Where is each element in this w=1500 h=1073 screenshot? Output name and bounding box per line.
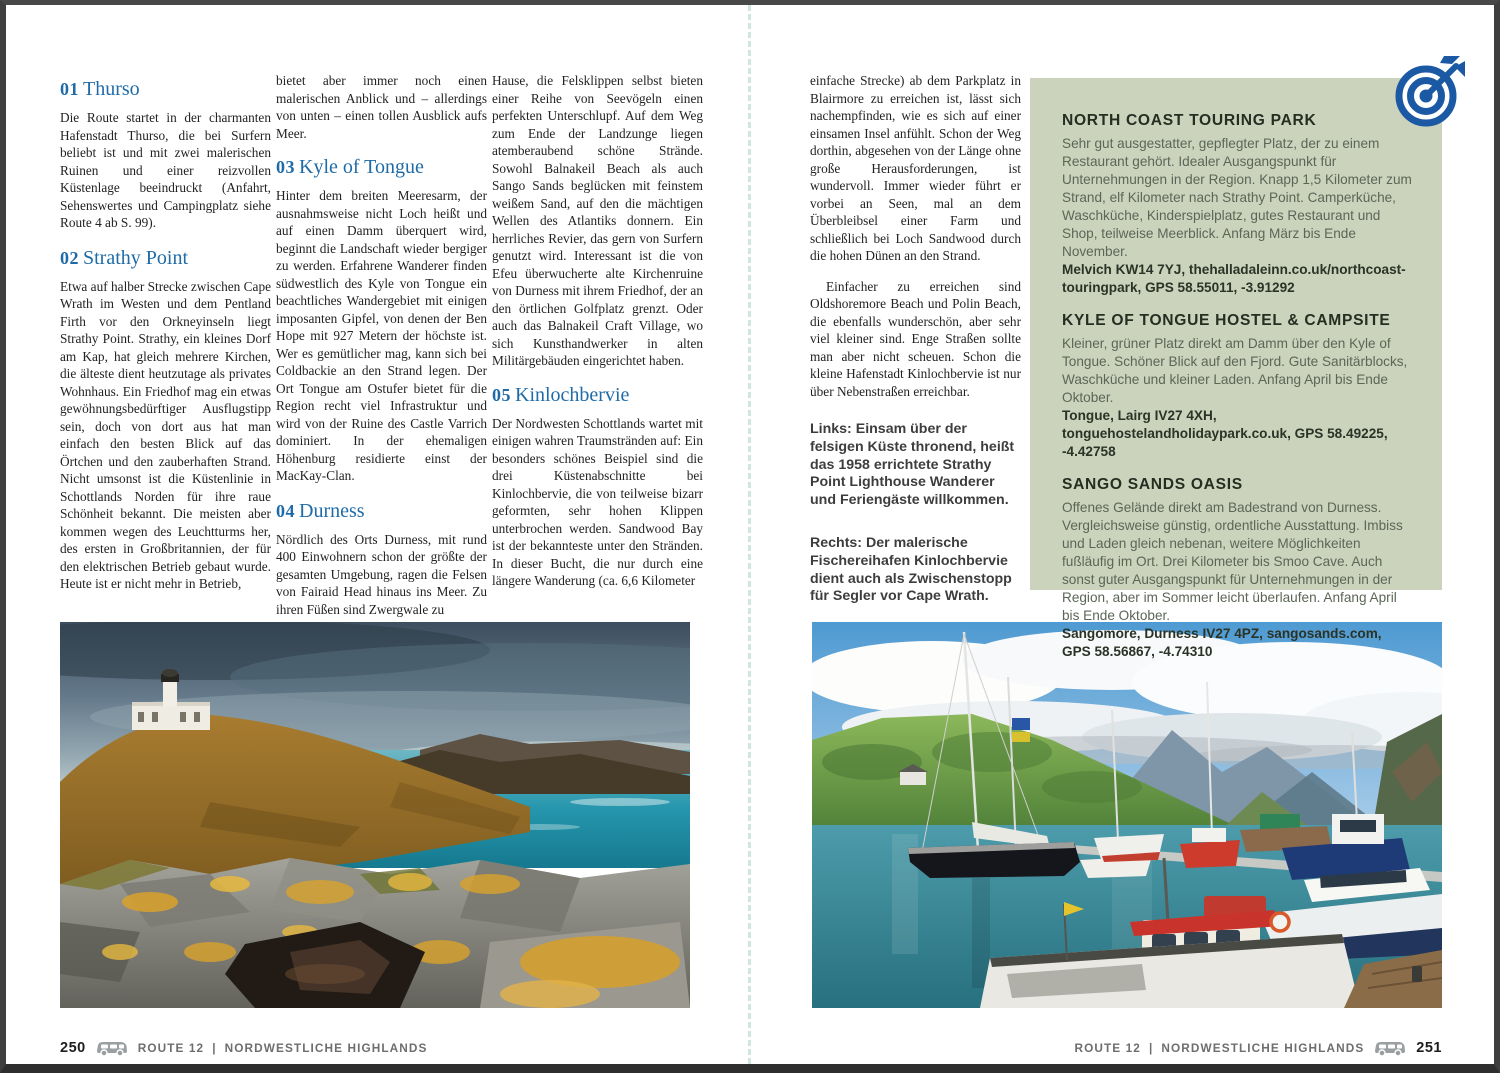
right-page-column-1 bbox=[810, 72, 1021, 413]
section-number: 01 bbox=[60, 79, 79, 99]
camper-van-icon bbox=[95, 1040, 129, 1057]
caption-label: Rechts: bbox=[810, 534, 863, 551]
section-title: Kinlochbervie bbox=[515, 383, 630, 406]
harbour-boats-photo bbox=[812, 622, 1442, 1008]
section-number: 05 bbox=[492, 384, 511, 405]
section-number: 04 bbox=[276, 500, 295, 521]
campsite-title: NORTH COAST TOURING PARK bbox=[1062, 112, 1317, 129]
campsite-contact: Melvich KW14 7YJ, thehalladaleinn.co.uk/northcoast-touringpark, GPS 58.55011, -3.91292 bbox=[1062, 262, 1406, 295]
footer-route-title bbox=[1074, 1041, 1364, 1055]
body-paragraph: bietet aber immer noch einen malerischen Anblick und – allerdings von unten – einen tollen Ausblick aufs Meer. bbox=[276, 73, 487, 141]
section-heading-thurso bbox=[60, 78, 271, 100]
page-number: 250 bbox=[60, 1040, 86, 1056]
footer-route-title bbox=[138, 1041, 428, 1055]
right-page-footer bbox=[1074, 1037, 1442, 1059]
campsite-title: KYLE OF TONGUE HOSTEL & CAMPSITE bbox=[1062, 312, 1391, 329]
section-heading-kinlochbervie bbox=[492, 384, 703, 406]
section-heading-kyle-of-tongue bbox=[276, 156, 487, 178]
section-title: Thurso bbox=[83, 78, 140, 100]
campsite-entry-sango-sands bbox=[1062, 476, 1412, 661]
footer-route: ROUTE 12 bbox=[1074, 1041, 1141, 1055]
section-title: Durness bbox=[299, 499, 365, 522]
lighthouse-coast-photo bbox=[60, 622, 690, 1008]
caption-text: Einsam über der felsigen Küste thronend, heißt das 1958 errichtete Strathy Point Lighthouse Wanderer und Feriengäste willkommen. bbox=[810, 421, 1015, 509]
body-paragraph: Hinter dem breiten Meeresarm, der ausnahmsweise nicht Loch heißt und auf einen Damm überquert wird, beginnt die Landschaft wieder bergiger zu werden. Erfahrene Wanderer finden südwestlich des Kyle von Tongue ein beachtliches Wandergebiet mit einigen imposanten Gipfel, von denen der Ben Hope mit 927 Metern der höchste ist. Wer es gemütlicher mag, kann sich bei Coldbackie an den Strand legen. Der Ort Tongue am Ostufer bietet für die Region recht viel Infrastruktur und wird von der Ruine des Castle Varrich dominiert. In der ehemaligen Höhenburg residierte einst der MacKay-Clan. bbox=[276, 188, 487, 483]
campsite-entry-kyle-of-tongue bbox=[1062, 312, 1412, 461]
page-number: 251 bbox=[1416, 1040, 1442, 1056]
campsite-description: Kleiner, grüner Platz direkt am Damm über den Kyle of Tongue. Schöner Blick auf den Fjord. Gute Sanitärblocks, Waschküche und kleiner Laden. Anfang April bis Ende Oktober. bbox=[1062, 336, 1408, 405]
campsite-info-box bbox=[1030, 78, 1442, 659]
camper-van-icon bbox=[1373, 1040, 1407, 1057]
campsite-entry-north-coast bbox=[1062, 112, 1412, 297]
caption-label: Links: bbox=[810, 421, 852, 437]
campsite-title: SANGO SANDS OASIS bbox=[1062, 476, 1243, 493]
body-paragraph: einfache Strecke) ab dem Parkplatz in Blairmore zu erreichen ist, lässt sich nachempfinden, wie es sich auf einer einsamen Insel anfühlt. Schon der Weg dorthin, abgesehen von der Länge ohne große Herausforderungen, ist wundervoll. Immer wieder führt er vorbei an Seen, mal an dem Überbleibsel einer Farm und schließlich bei Loch Sandwood durch die hohen Dünen an den Strand. bbox=[810, 73, 1021, 263]
caption-right-photo bbox=[810, 535, 1017, 606]
left-page-column-3 bbox=[492, 72, 703, 603]
footer-separator: | bbox=[212, 1041, 217, 1055]
left-page-footer bbox=[60, 1037, 428, 1059]
left-page-column-1 bbox=[60, 78, 271, 606]
section-title: Strathy Point bbox=[83, 246, 189, 269]
footer-route: ROUTE 12 bbox=[137, 1041, 205, 1055]
section-number: 03 bbox=[276, 157, 295, 177]
body-paragraph: Etwa auf halber Strecke zwischen Cape Wrath im Westen und dem Pentland Firth vor den Orkneyinseln liegt Strathy Point. Strathy, ein kleines Dorf am Kap, hat gleich mehrere Kirchen, die älteste dient heutzutage als privates Wohnhaus. Ein Friedhof mag ein etwas gewöhnungsbedürftiger Ausflugstipp sein, doch von dort aus hat man einfach den besten Blick auf das Örtchen und den zauberhaften Strand. Nicht umsonst ist die Küstenlinie in Schottlands Norden für ihre raue Schönheit bekannt. Die meisten aber kommen wegen des Leuchtturms her, des ersten in Großbritannien, der für den elektrischen Betrieb gebaut wurde. Heute ist er nicht mehr in Betrieb, bbox=[60, 278, 271, 591]
footer-separator: | bbox=[1148, 1041, 1154, 1055]
body-paragraph: Nördlich des Orts Durness, mit rund 400 Einwohnern schon der größte der gesamten Umgebung, ragen die Felsen von Fairaid Head hinaus ins Meer. Zu ihren Füßen sind Zwergwale zu bbox=[276, 531, 487, 617]
campsite-contact: Tongue, Lairg IV27 4XH, tonguehostelandholidaypark.co.uk, GPS 58.49225, -4.42758 bbox=[1062, 408, 1388, 459]
target-dart-icon bbox=[1394, 55, 1466, 127]
campsite-description: Offenes Gelände direkt am Badestrand von Durness. Vergleichsweise günstig, ordentliche Ausstattung. Imbiss und Laden gleich nebenan, weitere Möglichkeiten fußläufig im Ort. Drei Kilometer bis Smoo Cave. Auch sonst guter Ausgangspunkt für Unternehmungen in der Region, aber im Sommer leicht überlaufen. Anfang April bis Ende Oktober. bbox=[1062, 500, 1403, 623]
campsite-description: Sehr gut ausgestatter, gepflegter Platz, der zu einem Restaurant gehört. Idealer Ausgangspunkt für Unternehmungen in der Region. Knapp 1,5 Kilometer zum Strand, elf Kilometer nach Strathy Point. Camperküche, Waschküche, Kinderspielplatz, gutes Restaurant und Shop, teilweise Meerblick. Anfang März bis Ende November. bbox=[1062, 136, 1412, 259]
body-paragraph: Hause, die Felsklippen selbst bieten einer Reihe von Seevögeln einen perfekten Unterschlupf. Auf dem Weg zum Ende der Landzunge liegen atemberaubend schöne Strände. Sowohl Balnakeil Beach als auch Sango Sands beglücken mit feinstem weißem Sand, auf den die mächtigen Wellen des Atlantiks donnern. Ein herrliches Revier, das gern von Surfern genutzt wird. Interessant ist die von Efeu überwucherte alte Kirchenruine von Durness mit ihrem Friedhof, der an den örtlichen Golfplatz grenzt. Oder auch das Balnakeil Craft Village, wo sich Kunsthandwerker in alten Militärgebäuden eingerichtet haben. bbox=[492, 73, 703, 368]
body-paragraph: Einfacher zu erreichen sind Oldshoremore Beach und Polin Beach, die ebenfalls wunderschön, aber sehr viel kleiner sind. Enge Straßen sollte man aber nicht scheuen. Schon die kleine Hafenstadt Kinlochbervie ist nur über Nebenstraßen erreichbar. bbox=[810, 278, 1021, 399]
section-number: 02 bbox=[60, 247, 79, 268]
section-heading-strathy-point bbox=[60, 247, 271, 269]
caption-left-photo bbox=[810, 421, 1017, 510]
photo-captions bbox=[810, 421, 1017, 631]
body-paragraph: Der Nordwesten Schottlands wartet mit einigen wahren Traumstränden auf: Ein besonders schönes Beispiel sind die drei Küstenabschnitte bei Kinlochbervie, die von teilweise bizarr geformten, sehr hohen Klippen unterbrochen werden. Sandwood Bay ist der bekannteste unter den Stränden. In dieser Bucht, die nur durch eine längere Wanderung (ca. 6,6 Kilometer bbox=[492, 415, 703, 588]
section-title: Kyle of Tongue bbox=[299, 156, 424, 178]
center-gutter-dashed-line bbox=[748, 5, 751, 1064]
section-heading-durness bbox=[276, 500, 487, 522]
body-paragraph: Die Route startet in der charmanten Hafenstadt Thurso, die bei Surfern beliebt ist und mit zwei malerischen Ruinen und einer reizvollen Küstenlage beeindruckt (Anfahrt, Sehenswertes und Campingplatz siehe Route 4 ab S. 99). bbox=[60, 110, 271, 230]
left-page-column-2 bbox=[276, 72, 487, 631]
caption-text: Der malerische Fischereihafen Kinlochbervie dient auch als Zwischenstopp für Segler vor Cape Wrath. bbox=[810, 534, 1012, 605]
campsite-contact: Sangomore, Durness IV27 4PZ, sangosands.com, GPS 58.56867, -4.74310 bbox=[1062, 626, 1382, 659]
footer-region: NORDWESTLICHE HIGHLANDS bbox=[224, 1041, 428, 1055]
footer-region: NORDWESTLICHE HIGHLANDS bbox=[1161, 1041, 1365, 1055]
